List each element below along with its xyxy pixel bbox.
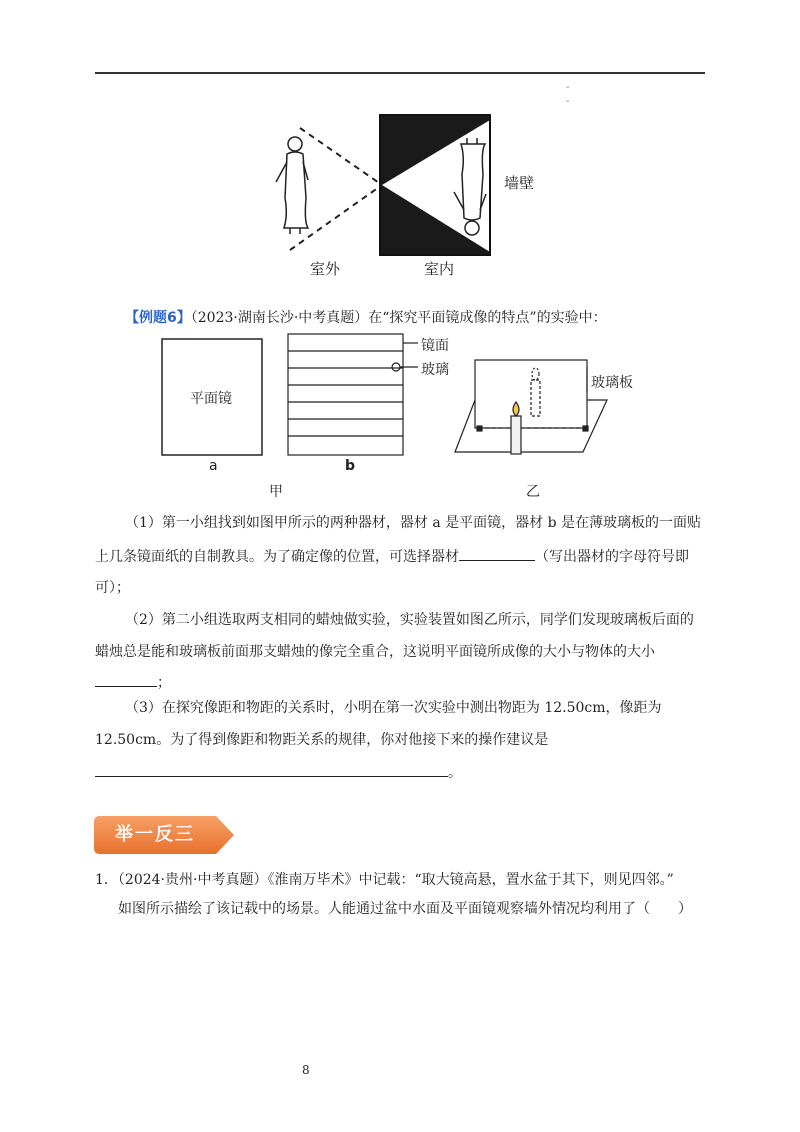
q3-line1: （3）在探究像距和物距的关系时，小明在第一次实验中测出物距为 12.50cm，像距为 xyxy=(125,700,662,716)
q1-text-a: 上几条镜面纸的自制教具。为了确定像的位置，可选择器材 xyxy=(95,549,459,565)
label-a: a xyxy=(209,458,218,474)
label-jia: 甲 xyxy=(269,484,283,500)
section-badge xyxy=(94,816,234,854)
outdoor-label: 室外 xyxy=(310,260,341,278)
q1-line2 xyxy=(95,546,689,567)
person-outdoor xyxy=(276,137,308,234)
practice-number: 1． xyxy=(95,872,118,888)
example-tag: 【例题6】 xyxy=(125,310,191,326)
wall-label: 墙壁 xyxy=(504,174,535,192)
header-mark: - xyxy=(566,82,570,93)
q1-text-b: （写出器材的字母符号即 xyxy=(535,549,689,565)
q2-end: ； xyxy=(157,675,171,691)
ray-upper xyxy=(300,128,382,185)
indoor-label: 室内 xyxy=(424,260,455,278)
glass-b xyxy=(288,334,418,455)
q1-line1: （1）第一小组找到如图甲所示的两种器材，器材 a 是平面镜，器材 b 是在薄玻璃板的一面贴 xyxy=(125,515,702,531)
label-b: b xyxy=(345,458,356,474)
glass-plate-label: 玻璃板 xyxy=(591,375,633,391)
q2-line2: 蜡烛总是能和玻璃板前面那支蜡烛的像完全重合，这说明平面镜所成像的大小与物体的大小 xyxy=(95,644,655,660)
practice-line2: 如图所示描绘了该记载中的场景。人能通过盆中水面及平面镜观察墙外情况均利用了（ ） xyxy=(118,901,692,917)
q3-line2: 12.50cm。为了得到像距和物距关系的规律，你对他接下来的操作建议是 xyxy=(95,732,549,748)
q2-line1: （2）第二小组选取两支相同的蜡烛做实验，实验装置如图乙所示，同学们发现玻璃板后面的 xyxy=(125,612,694,628)
callout-glass: 玻璃 xyxy=(421,362,449,378)
answer-blank-1[interactable] xyxy=(459,546,535,561)
q3-line3 xyxy=(95,762,462,783)
practice-line1 xyxy=(95,870,674,890)
setup-yi xyxy=(455,360,607,454)
mirror-label: 平面镜 xyxy=(190,391,232,407)
callout-mirror: 镜面 xyxy=(421,338,449,354)
example-intro: （2023·湖南长沙·中考真题）在“探究平面镜成像的特点”的实验中： xyxy=(190,310,607,326)
pinhole-figure xyxy=(260,110,560,285)
example-heading xyxy=(125,308,607,328)
label-yi: 乙 xyxy=(526,484,540,500)
answer-blank-2[interactable] xyxy=(95,672,157,687)
section-badge-label: 举一反三 xyxy=(115,824,195,845)
practice-text-1: （2024·贵州·中考真题）《淮南万毕术》中记载：“取大镜高悬，置水盆于其下，则见四邻。” xyxy=(117,872,674,888)
answer-blank-3[interactable] xyxy=(95,762,448,777)
q2-line3 xyxy=(95,672,171,693)
header-mark: - xyxy=(566,96,570,107)
q1-line3: 可）； xyxy=(95,580,130,596)
q3-end: 。 xyxy=(448,765,462,781)
header-rule xyxy=(95,72,705,74)
page-number: 8 xyxy=(302,1063,310,1077)
